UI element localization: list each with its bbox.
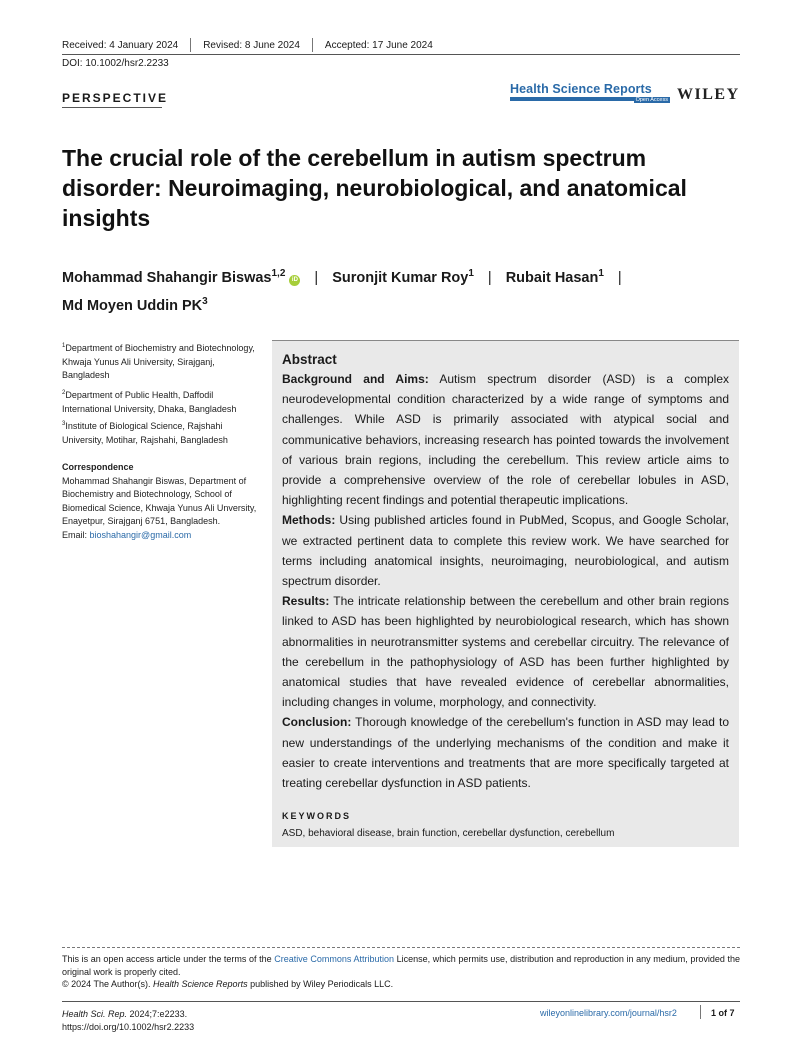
abstract-label: Results: [282,594,330,609]
copyright-text: © 2024 The Author(s). [62,979,154,989]
keywords-list: ASD, behavioral disease, brain function, cerebellar dysfunction, cerebellum [282,828,615,839]
open-access-badge: Open Access [635,97,668,103]
license-text-part: This is an open access article under the terms of the [62,954,275,964]
affiliation-sup: 2 [62,390,66,396]
author-affil-sup: 1 [468,268,474,279]
journal-logo [510,82,670,101]
doi: DOI: 10.1002/hsr2.2233 [62,58,169,69]
header-rule [62,54,740,55]
license-text-part: License, which permits use, distribution and reproduction in any medium, provided the original work is properly cited. [62,954,740,977]
abstract-label: Conclusion: [282,715,352,730]
abstract-conclusion [282,712,729,793]
abstract-text: Using published articles found in PubMed, Scopus, and Google Scholar, we extracted pertinent data to complete this review work. We have searched for terms including anatomical insights, neuroimaging, neurobiological, and autism spectrum disorder. [282,513,729,589]
page-separator [700,1005,701,1019]
author-separator: | [314,269,319,286]
section-label: PERSPECTIVE [62,91,169,105]
email-link[interactable]: bioshahangir@gmail.com [89,529,192,540]
correspondence [62,461,262,542]
email-label: Email: [62,529,90,540]
copyright-text: published by Wiley Periodicals LLC. [247,979,394,989]
correspondence-text: Mohammad Shahangir Biswas, Department of Biochemistry and Biotechnology, School of Biomedical Science, Khwaja Yunus Ali Unversity, Enayetpur, Sirajganj 6751, Bangladesh. [62,475,257,526]
abstract-text: The intricate relationship between the cerebellum and other brain regions linked to ASD has been highlighted by neurobiological research, which has shown abnormalities in neurotransmitter systems and cerebellar circuitry. The relevance of the cerebellum in the pathophysiology of ASD has been further highlighted by anatomical studies that have revealed evidence of cerebellar abnormalities, including changes in volume, morphology, and connectivity. [282,594,729,710]
author-name[interactable]: Rubait Hasan [505,269,599,286]
abstract-methods [282,510,729,591]
abstract-label: Methods: [282,513,336,528]
affiliation [62,387,262,416]
footer-divider [62,947,740,948]
citation [62,1008,194,1034]
affiliation-text: Institute of Biological Science, Rajshahi University, Motihar, Rajshahi, Bangladesh [62,421,228,445]
citation-journal: Health Sci. Rep. [62,1009,128,1019]
abstract-content [282,351,729,793]
author-separator: | [617,269,622,286]
publisher-logo: WILEY [677,86,740,103]
author-name[interactable]: Mohammad Shahangir Biswas [62,269,272,286]
affiliation-sup: 1 [62,343,66,349]
accepted-date: Accepted: 17 June 2024 [324,39,433,51]
abstract-results [282,591,729,712]
affiliation-sup: 3 [62,421,66,427]
affiliation [62,418,262,447]
received-date: Received: 4 January 2024 [62,39,179,51]
author-name[interactable]: Suronjit Kumar Roy [332,269,469,286]
author-affil-sup: 3 [202,295,208,307]
date-separator [312,38,313,52]
section-underline [62,107,162,108]
affiliation-text: Department of Biochemistry and Biotechnology, Khwaja Yunus Ali University, Sirajganj, Bangladesh [62,343,255,380]
abstract-label: Background and Aims: [282,372,429,386]
author-affil-sup: 1,2 [271,268,286,279]
revised-date: Revised: 8 June 2024 [203,39,300,51]
author-affil-sup: 1 [598,268,604,279]
citation-volume: 2024;7:e2233. [127,1009,188,1019]
journal-name: Health Science Reports [510,82,652,96]
abstract-box [272,340,739,847]
correspondence-email-line [62,529,262,543]
citation-doi[interactable]: https://doi.org/10.1002/hsr2.2233 [62,1022,195,1032]
author-separator: | [487,269,492,286]
affiliation [62,340,262,383]
abstract-heading: Abstract [282,352,337,367]
footer-rule [62,1001,740,1002]
abstract-text: Thorough knowledge of the cerebellum's function in ASD may lead to new understandings of the underlying mechanisms of the condition and make it easier to create interventions and treatments that are more specifically targeted at treating cerebellar dysfunction in ASD patients. [282,715,729,791]
article-title: The crucial role of the cerebellum in autism spectrum disorder: Neuroimaging, neurobiological, and anatomical insights [62,145,687,231]
copyright-journal: Health Science Reports [153,979,248,989]
page-number: 1 of 7 [711,1008,735,1018]
orcid-icon[interactable]: iD [289,275,300,286]
author-name[interactable]: Md Moyen Uddin PK [62,297,203,314]
correspondence-heading: Correspondence [62,462,134,472]
abstract-background [282,369,729,510]
article-dates [62,38,433,52]
author-list [62,262,742,318]
affiliation-text: Department of Public Health, Daffodil International University, Dhaka, Bangladesh [62,390,237,414]
keywords-heading: KEYWORDS [282,811,352,821]
journal-site-link[interactable]: wileyonlinelibrary.com/journal/hsr2 [540,1008,677,1018]
date-separator [190,38,191,52]
license-link[interactable]: Creative Commons Attribution [274,954,395,964]
license-text [62,953,740,978]
copyright [62,979,393,989]
journal-bar [510,97,670,101]
abstract-text: Autism spectrum disorder (ASD) is a complex neurodevelopmental condition characterized by a wide range of symptoms and challenges. While ASD is primarily associated with atypical social and communicative behaviors, increasing research has pointed towards the involvement of various brain regions, including the cerebellum. This review article aims to provide a comprehensive overview of the role of cerebellar lobules in ASD, highlighting recent findings and potential therapeutic implications. [282,372,729,508]
